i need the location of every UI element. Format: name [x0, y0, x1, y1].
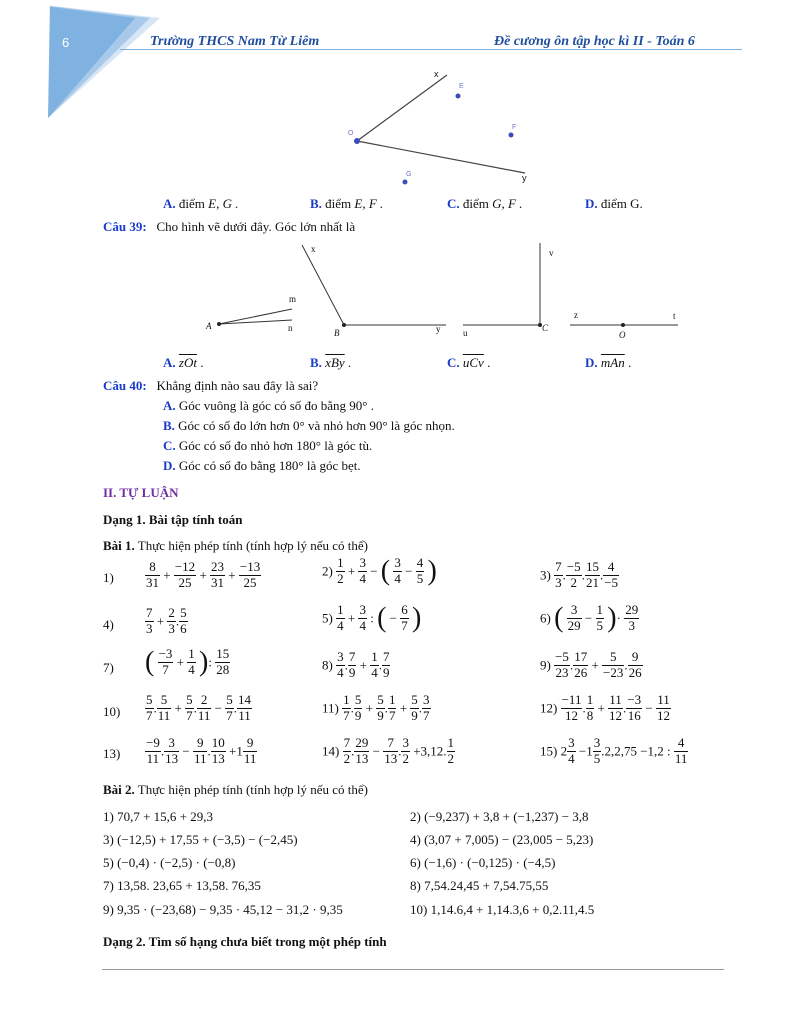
fig-label-F: F: [512, 124, 517, 131]
fraction: $\frac{1}{5}$: [596, 602, 604, 633]
header-school: Trường THCS Nam Từ Liêm: [150, 34, 320, 49]
bai-text: Thực hiện phép tính (tính hợp lý nếu có thể): [134, 538, 368, 553]
fraction: $\frac{-5}{23}$: [555, 649, 569, 680]
fraction: $\frac{3}{4}$: [394, 555, 401, 586]
fraction: $\frac{1}{4}$: [188, 646, 195, 677]
fraction: $\frac{14}{11}$: [238, 692, 251, 723]
bai-label: Bài 2.: [103, 782, 135, 797]
fig-label-O: O: [348, 130, 354, 137]
fig39-label-n: n: [288, 323, 293, 333]
fraction: $\frac{29}{3}$: [625, 602, 639, 633]
fraction: $\frac{3}{2}$: [402, 735, 409, 766]
b1-num-1: 1): [103, 570, 114, 585]
fig39-label-m: m: [289, 294, 297, 304]
b1-expr-13: $\frac{-9}{11}$ . $\frac{3}{13}$ − $\frac{9}{11}$ . $\frac{10}{13}$ +1 $\frac{9}{11}$: [146, 735, 257, 766]
fraction: $\frac{-12}{25}$: [174, 559, 196, 590]
fraction: $\frac{4}{-5}$: [604, 559, 619, 590]
fig-label-y: y: [522, 173, 527, 183]
fraction: $\frac{29}{13}$: [355, 735, 369, 766]
fraction: $\frac{-9}{11}$: [146, 735, 160, 766]
fig39-label-B: B: [334, 328, 340, 338]
b1-num-4: 4): [103, 617, 114, 632]
question-text: Cho hình vẽ dưới đây. Góc lớn nhất là: [156, 219, 356, 234]
b1-expr-8: 8) $\frac{3}{4}$ . $\frac{7}{9}$ + $\frac{1}{4}$ . $\frac{7}{9}$: [322, 649, 390, 680]
option-letter: B.: [310, 355, 322, 370]
bai2-item-5: 5) (−0,4) · (−2,5) · (−0,8): [103, 855, 236, 870]
option-suffix: .: [624, 355, 632, 370]
b1-expr-7: ( $\frac{-3}{7}$ + $\frac{1}{4}$ ): $\frac{15}{28}$: [145, 646, 230, 678]
b1-expr-14: 14) $\frac{7}{2}$ . $\frac{29}{13}$ − $\frac{7}{13}$ . $\frac{3}{2}$ +3,12. $\frac{1}{2}$: [322, 735, 455, 766]
fraction: $\frac{-3}{16}$: [627, 692, 642, 723]
option-math: E, G .: [208, 196, 239, 211]
fraction: $\frac{15}{28}$: [216, 646, 230, 677]
bai2-item-4: 4) (3,07 + 7,005) − (23,005 − 5,23): [410, 832, 594, 847]
fraction: $\frac{3}{4}$: [359, 555, 366, 586]
q40-option-c: [163, 438, 372, 454]
bai-text: Thực hiện phép tính (tính hợp lý nếu có thể): [134, 782, 368, 797]
fig39-label-C: C: [542, 323, 549, 333]
q40-option-b: [163, 418, 455, 434]
option-text: Góc vuông là góc có số đo bằng 90° .: [178, 398, 374, 413]
bai2-item-3: 3) (−12,5) + 17,55 + (−3,5) − (−2,45): [103, 832, 298, 847]
fig-label-x: x: [434, 69, 439, 79]
fig39-label-v: v: [549, 248, 554, 258]
fraction: $\frac{11}{12}$: [609, 692, 623, 723]
option-math: E, F .: [354, 196, 384, 211]
fraction: $\frac{9}{11}$: [193, 735, 207, 766]
b1-num-7: 7): [103, 660, 114, 675]
fraction: $\frac{7}{2}$: [343, 735, 351, 766]
fraction: $\frac{3}{7}$: [423, 692, 430, 723]
fraction: $\frac{3}{4}$: [568, 735, 575, 766]
fig39-label-A: A: [206, 321, 212, 331]
fraction: $\frac{-11}{12}$: [561, 692, 582, 723]
q40-question: [103, 378, 318, 394]
bai2-item-10: 10) 1,14.6,4 + 1,14.3,6 + 0,2.11,4.5: [410, 902, 595, 917]
fraction: $\frac{8}{31}$: [146, 559, 159, 590]
fraction: $\frac{5}{-23}$: [603, 649, 624, 680]
dang2-heading: Dạng 2. Tìm số hạng chưa biết trong một phép tính: [103, 934, 387, 949]
fraction: $\frac{5}{9}$: [411, 692, 418, 723]
option-letter: B.: [310, 196, 322, 211]
option-suffix: .: [344, 355, 352, 370]
q39-option-b: [310, 355, 351, 371]
bai2-item-7: 7) 13,58. 23,65 + 13,58. 76,35: [103, 878, 261, 893]
b1-expr-4: $\frac{7}{3}$ + $\frac{2}{3}$ . $\frac{5}{6}$: [146, 605, 187, 636]
option-text: Góc có số đo nhỏ hơn 180° là góc tù.: [178, 438, 373, 453]
option-text: điểm G.: [600, 196, 643, 211]
option-letter: A.: [163, 398, 176, 413]
fraction: $\frac{5}{9}$: [377, 692, 384, 723]
fraction: $\frac{7}{3}$: [555, 559, 562, 590]
fraction: $\frac{-5}{2}$: [566, 559, 581, 590]
bai2-item-6: 6) (−1,6) · (−0,125) · (−4,5): [410, 855, 556, 870]
footer-rule: [102, 969, 724, 970]
option-text: Góc có số đo lớn hơn 0° và nhỏ hơn 90° là góc nhọn.: [178, 418, 455, 433]
fraction: $\frac{6}{7}$: [401, 602, 408, 633]
angle-name: $\overline{xBy}$: [325, 355, 345, 370]
b1-expr-1: $\frac{8}{31}$ + $\frac{-12}{25}$ + $\frac{23}{31}$ + $\frac{-13}{25}$: [146, 559, 261, 590]
option-suffix: .: [196, 355, 204, 370]
option-letter: A.: [163, 355, 176, 370]
fraction: $\frac{3}{4}$: [359, 602, 366, 633]
fig39-label-z: z: [574, 310, 578, 320]
option-letter: C.: [447, 355, 460, 370]
dang1-heading: Dạng 1. Bài tập tính toán: [103, 512, 243, 527]
bai-label: Bài 1.: [103, 538, 135, 553]
bai2-item-8: 8) 7,54.24,45 + 7,54.75,55: [410, 878, 549, 893]
fraction: $\frac{3}{29}$: [567, 602, 581, 633]
fraction: $\frac{5}{9}$: [354, 692, 362, 723]
fig39-label-y: y: [436, 324, 441, 334]
fraction: $\frac{4}{11}$: [674, 735, 688, 766]
header-doc-title: Đề cương ôn tập học kì II - Toán 6: [494, 34, 695, 49]
fraction: $\frac{9}{11}$: [243, 735, 257, 766]
fraction: $\frac{7}{9}$: [348, 649, 356, 680]
option-text: điểm: [462, 196, 493, 211]
fraction: $\frac{23}{31}$: [211, 559, 225, 590]
q40-option-d: [163, 458, 361, 474]
fraction: $\frac{1}{8}$: [586, 692, 594, 723]
fraction: $\frac{10}{13}$: [211, 735, 225, 766]
fraction: $\frac{-3}{7}$: [158, 646, 173, 677]
b1-expr-9: 9) $\frac{-5}{23}$ . $\frac{17}{26}$ + $\frac{5}{-23}$ . $\frac{9}{26}$: [540, 649, 642, 680]
fraction: $\frac{3}{4}$: [337, 649, 344, 680]
fraction: $\frac{1}{7}$: [388, 692, 396, 723]
angle-name: $\overline{uCv}$: [462, 355, 484, 370]
fraction: $\frac{7}{13}$: [384, 735, 398, 766]
angle-name: $\overline{mAn}$: [600, 355, 625, 370]
q39-option-d: [585, 355, 631, 371]
bai2-item-1: 1) 70,7 + 15,6 + 29,3: [103, 809, 213, 824]
fraction: $\frac{2}{11}$: [197, 692, 211, 723]
fraction: $\frac{15}{21}$: [585, 559, 599, 590]
question-text: Khẳng định nào sau đây là sai?: [156, 378, 319, 393]
bai1-title: [103, 538, 368, 554]
fraction: $\frac{1}{4}$: [337, 602, 344, 633]
option-letter: C.: [447, 196, 460, 211]
fraction: $\frac{1}{2}$: [337, 555, 344, 586]
option-letter: A.: [163, 196, 176, 211]
fig39-label-u: u: [463, 328, 468, 338]
section-heading: II. TỰ LUẬN: [103, 485, 179, 500]
bai2-item-9: 9) 9,35 · (−23,68) − 9,35 · 45,12 − 31,2 · 9,35: [103, 902, 343, 917]
b1-num-10: 10): [103, 704, 121, 719]
question-label: Câu 40:: [103, 378, 147, 393]
fig39-label-O: O: [619, 330, 626, 340]
option-letter: D.: [585, 355, 598, 370]
option-text: điểm: [178, 196, 209, 211]
fraction: $\frac{5}{6}$: [180, 605, 187, 636]
b1-expr-5: 5) $\frac{1}{4}$ + $\frac{3}{4}$ : ( − $\frac{6}{7}$ ): [322, 602, 422, 634]
option-text: điểm: [325, 196, 355, 211]
q39-option-c: [447, 355, 490, 371]
question-label: Câu 39:: [103, 219, 147, 234]
fraction: $\frac{-13}{25}$: [239, 559, 261, 590]
fraction: $\frac{7}{3}$: [146, 605, 153, 636]
fraction: $\frac{1}{4}$: [371, 649, 378, 680]
option-letter: D.: [163, 458, 176, 473]
option-letter: D.: [585, 196, 598, 211]
b1-expr-11: 11) $\frac{1}{7}$ . $\frac{5}{9}$ + $\frac{5}{9}$ . $\frac{1}{7}$ + $\frac{5}{9}$ . $\frac{3}{7}$: [322, 692, 430, 723]
fig-label-G: G: [406, 171, 412, 178]
option-math: G, F .: [492, 196, 523, 211]
option-suffix: .: [483, 355, 491, 370]
fig-label-E: E: [459, 83, 464, 90]
fraction: $\frac{5}{7}$: [186, 692, 193, 723]
fraction: $\frac{17}{26}$: [574, 649, 588, 680]
b1-expr-2: 2) $\frac{1}{2}$ + $\frac{3}{4}$ − ( $\frac{3}{4}$ − $\frac{4}{5}$ ): [322, 555, 437, 587]
fraction: $\frac{1}{2}$: [447, 735, 455, 766]
fig39-label-t: t: [673, 311, 676, 321]
q40-option-a: [163, 398, 374, 414]
bai2-title: [103, 782, 368, 798]
fraction: $\frac{2}{3}$: [168, 605, 175, 636]
q39-option-a: [163, 355, 203, 371]
fraction: $\frac{7}{9}$: [382, 649, 390, 680]
fraction: $\frac{9}{26}$: [628, 649, 642, 680]
option-text: Góc có số đo bằng 180° là góc bẹt.: [178, 458, 361, 473]
fraction: $\frac{5}{7}$: [146, 692, 153, 723]
bai2-item-2: 2) (−9,237) + 3,8 + (−1,237) − 3,8: [410, 809, 589, 824]
b1-expr-6: 6) ( $\frac{3}{29}$ − $\frac{1}{5}$ )· $\frac{29}{3}$: [540, 602, 639, 634]
fraction: $\frac{3}{5}$: [593, 735, 601, 766]
b1-expr-15: 15) 2 $\frac{3}{4}$ −1 $\frac{3}{5}$ .2,2,75 −1,2 : $\frac{4}{11}$: [540, 735, 688, 766]
fraction: $\frac{5}{7}$: [226, 692, 233, 723]
b1-expr-10: $\frac{5}{7}$ . $\frac{5}{11}$ + $\frac{5}{7}$ . $\frac{2}{11}$ − $\frac{5}{7}$ . $\frac{14}{11}$: [146, 692, 251, 723]
fraction: $\frac{4}{5}$: [416, 555, 424, 586]
page-number: 6: [62, 35, 70, 50]
angle-name: $\overline{zOt}$: [178, 355, 197, 370]
b1-expr-3: 3) $\frac{7}{3}$ . $\frac{-5}{2}$ . $\frac{15}{21}$ . $\frac{4}{-5}$: [540, 559, 619, 590]
b1-num-13: 13): [103, 746, 121, 761]
option-letter: B.: [163, 418, 175, 433]
option-letter: C.: [163, 438, 176, 453]
b1-expr-12: 12) $\frac{-11}{12}$ . $\frac{1}{8}$ + $\frac{11}{12}$ . $\frac{-3}{16}$ − $\frac{11}{12}$: [540, 692, 670, 723]
fraction: $\frac{3}{13}$: [165, 735, 179, 766]
fraction: $\frac{11}{12}$: [656, 692, 670, 723]
fig39-label-x: x: [311, 244, 316, 254]
fraction: $\frac{5}{11}$: [157, 692, 171, 723]
fraction: $\frac{1}{7}$: [343, 692, 350, 723]
